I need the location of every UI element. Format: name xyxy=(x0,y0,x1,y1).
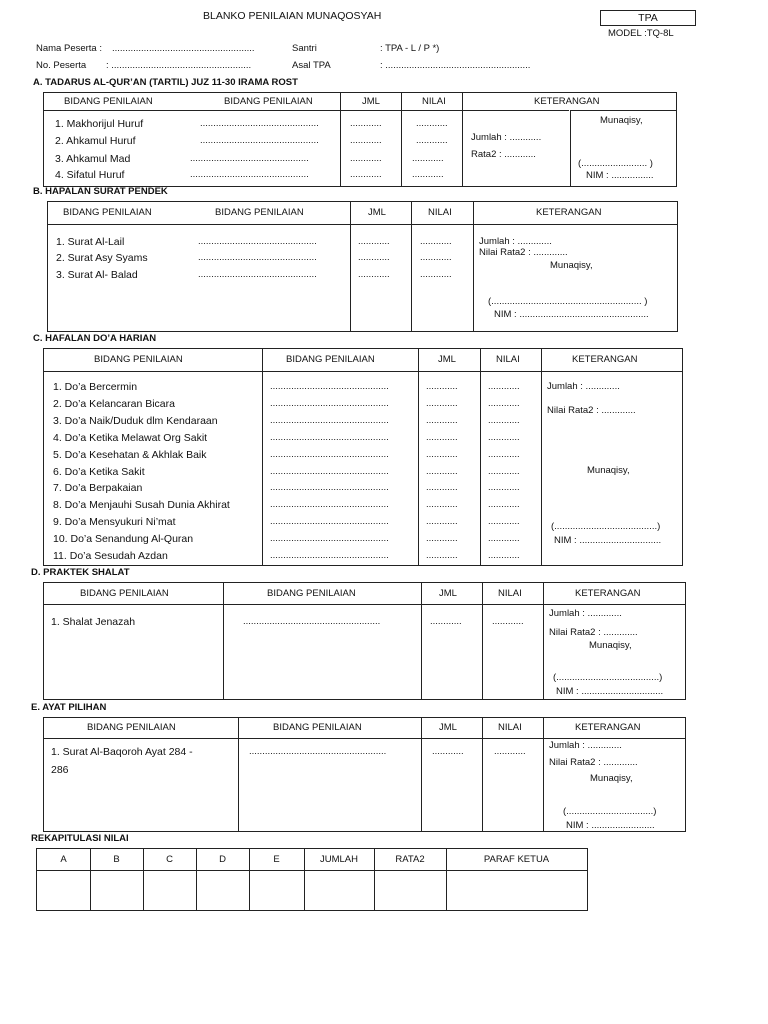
nilai-field[interactable]: ............ xyxy=(420,269,452,280)
score-field[interactable]: ............................................. xyxy=(190,153,309,164)
rekap-table xyxy=(36,848,588,911)
list-item: 3. Ahkamul Mad xyxy=(55,153,131,165)
list-item: 2. Do’a Kelancaran Bicara xyxy=(53,398,175,410)
nilai-field[interactable]: ............ xyxy=(488,449,520,460)
list-item: 8. Do’a Menjauhi Susah Dunia Akhirat xyxy=(53,499,230,511)
score-field[interactable]: ............................................. xyxy=(190,169,309,180)
nilai-field[interactable]: ............ xyxy=(488,466,520,477)
jml-field[interactable]: ............ xyxy=(426,499,458,510)
jml-field[interactable]: ............ xyxy=(426,432,458,443)
jumlah-field[interactable]: Jumlah : ............. xyxy=(547,381,620,392)
rekap-title: REKAPITULASI NILAI xyxy=(31,833,129,844)
nilai-field[interactable]: ............ xyxy=(488,432,520,443)
score-field[interactable]: ............................................. xyxy=(270,449,389,460)
list-item: 4. Sifatul Huruf xyxy=(55,169,125,181)
header-nilai: NILAI xyxy=(428,207,452,218)
nilai-field[interactable]: ............ xyxy=(488,482,520,493)
rekap-header-a: A xyxy=(60,854,67,865)
nilai-field[interactable]: ............ xyxy=(488,415,520,426)
section-d-table xyxy=(43,582,686,700)
santri-field[interactable]: : TPA - L / P *) xyxy=(380,43,440,54)
list-item: 6. Do’a Ketika Sakit xyxy=(53,466,145,478)
rata-field[interactable]: Nilai Rata2 : ............. xyxy=(547,405,636,416)
score-field[interactable]: ............................................. xyxy=(198,252,317,263)
nilai-field[interactable]: ............ xyxy=(492,616,524,627)
header-jml: JML xyxy=(368,207,386,218)
rekap-header-d: D xyxy=(219,854,226,865)
signature-field[interactable]: (.......................................) xyxy=(551,521,661,532)
list-item: 2. Ahkamul Huruf xyxy=(55,135,136,147)
nilai-field[interactable]: ............ xyxy=(488,381,520,392)
header-jml: JML xyxy=(362,96,380,107)
score-field[interactable]: ............................................. xyxy=(270,533,389,544)
list-item: 3. Do’a Naik/Duduk dlm Kendaraan xyxy=(53,415,218,427)
jml-field[interactable]: ............ xyxy=(432,746,464,757)
rekap-header-paraf: PARAF KETUA xyxy=(483,854,550,865)
jml-field[interactable]: ............ xyxy=(430,616,462,627)
jml-field[interactable]: ............ xyxy=(426,550,458,561)
header-bidang: BIDANG PENILAIAN xyxy=(63,207,152,218)
nilai-field[interactable]: ............ xyxy=(416,135,448,146)
list-item: 1. Makhorijul Huruf xyxy=(55,118,144,130)
munaqisy-label: Munaqisy, xyxy=(550,260,593,271)
header-bidang: BIDANG PENILAIAN xyxy=(64,96,153,107)
score-field[interactable]: ............................................. xyxy=(200,118,319,129)
section-c-title: C. HAFALAN DO’A HARIAN xyxy=(33,333,157,344)
header-bidang: BIDANG PENILAIAN xyxy=(80,588,169,599)
score-field[interactable]: ............................................. xyxy=(270,398,389,409)
nilai-field[interactable]: ............ xyxy=(488,398,520,409)
header-jml: JML xyxy=(439,588,457,599)
jumlah-field[interactable]: Jumlah : ............. xyxy=(549,740,622,751)
header-keterangan: KETERANGAN xyxy=(572,354,638,365)
asal-tpa-field[interactable]: : ....................................................... xyxy=(380,60,531,71)
munaqisy-label: Munaqisy, xyxy=(590,773,633,784)
header-bidang: BIDANG PENILAIAN xyxy=(267,588,356,599)
jml-field[interactable]: ............ xyxy=(426,482,458,493)
model-code: MODEL :TQ-8L xyxy=(608,28,674,39)
section-c-table xyxy=(43,348,683,566)
munaqisy-label: Munaqisy, xyxy=(587,465,630,476)
score-field[interactable]: ............................................. xyxy=(270,432,389,443)
munaqisy-label: Munaqisy, xyxy=(600,115,643,126)
rata-field[interactable]: Nilai Rata2 : ............. xyxy=(549,757,638,768)
list-item: 5. Do’a Kesehatan & Akhlak Baik xyxy=(53,449,207,461)
score-field[interactable]: ............................................. xyxy=(270,516,389,527)
list-item: 7. Do’a Berpakaian xyxy=(53,482,143,494)
rekap-header-jumlah: JUMLAH xyxy=(319,854,358,865)
list-item: 1. Surat Al-Lail xyxy=(56,236,125,248)
rata-field[interactable]: Nilai Rata2 : ............. xyxy=(549,627,638,638)
header-keterangan: KETERANGAN xyxy=(536,207,602,218)
jml-field[interactable]: ............ xyxy=(426,415,458,426)
nilai-field[interactable]: ............ xyxy=(412,153,444,164)
asal-tpa-label: Asal TPA xyxy=(292,60,331,71)
nilai-field[interactable]: ............ xyxy=(412,169,444,180)
signature-field[interactable]: (......................... ) xyxy=(578,158,653,169)
nilai-field[interactable]: ............ xyxy=(494,746,526,757)
jml-field[interactable]: ............ xyxy=(358,269,390,280)
list-item-continued: 286 xyxy=(51,764,69,776)
section-e-title: E. AYAT PILIHAN xyxy=(31,702,107,713)
section-e-table xyxy=(43,717,686,832)
header-nilai: NILAI xyxy=(422,96,446,107)
santri-label: Santri xyxy=(292,43,317,54)
header-nilai: NILAI xyxy=(498,588,522,599)
header-nilai: NILAI xyxy=(498,722,522,733)
no-peserta-label: No. Peserta xyxy=(36,60,87,71)
header-jml: JML xyxy=(439,722,457,733)
jml-field[interactable]: ............ xyxy=(350,118,382,129)
score-field[interactable]: ............................................. xyxy=(270,381,389,392)
section-b-table xyxy=(47,201,678,332)
header-bidang: BIDANG PENILAIAN xyxy=(215,207,304,218)
nilai-field[interactable]: ............ xyxy=(488,533,520,544)
section-d-title: D. PRAKTEK SHALAT xyxy=(31,567,130,578)
header-keterangan: KETERANGAN xyxy=(534,96,600,107)
signature-field[interactable]: (......................................................... ) xyxy=(488,296,648,307)
nilai-field[interactable]: ............ xyxy=(488,550,520,561)
list-item: 1. Do’a Bercermin xyxy=(53,381,138,393)
jml-field[interactable]: ............ xyxy=(350,169,382,180)
signature-field[interactable]: (.......................................) xyxy=(553,672,663,683)
nilai-field[interactable]: ............ xyxy=(420,252,452,263)
munaqisy-label: Munaqisy, xyxy=(589,640,632,651)
rekap-header-b: B xyxy=(113,854,120,865)
nilai-field[interactable]: ............ xyxy=(488,516,520,527)
list-item: 11. Do’a Sesudah Azdan xyxy=(53,550,168,562)
header-jml: JML xyxy=(438,354,456,365)
nim-field[interactable]: NIM : ........................ xyxy=(566,820,655,831)
rata-field[interactable]: Nilai Rata2 : ............. xyxy=(479,247,568,258)
rekap-header-e: E xyxy=(273,854,280,865)
list-item: 1. Surat Al-Baqoroh Ayat 284 - xyxy=(51,746,193,758)
score-field[interactable]: ............................................. xyxy=(270,499,389,510)
list-item: 4. Do’a Ketika Melawat Org Sakit xyxy=(53,432,208,444)
no-peserta-field[interactable]: : ..................................................... xyxy=(106,60,252,71)
section-b-title: B. HAPALAN SURAT PENDEK xyxy=(33,186,168,197)
jml-field[interactable]: ............ xyxy=(426,398,458,409)
jml-field[interactable]: ............ xyxy=(426,533,458,544)
list-item: 2. Surat Asy Syams xyxy=(56,252,148,264)
jml-field[interactable]: ............ xyxy=(358,236,390,247)
nama-field[interactable]: ...................................................... xyxy=(112,43,255,54)
score-field[interactable]: ............................................. xyxy=(198,236,317,247)
header-bidang: BIDANG PENILAIAN xyxy=(273,722,362,733)
page-title: BLANKO PENILAIAN MUNAQOSYAH xyxy=(203,10,382,22)
nim-field[interactable]: NIM : ............................... xyxy=(554,535,662,546)
jml-field[interactable]: ............ xyxy=(426,449,458,460)
score-field[interactable]: ............................................. xyxy=(200,135,319,146)
score-field[interactable]: ............................................. xyxy=(198,269,317,280)
score-field[interactable]: .................................................... xyxy=(243,616,381,627)
jumlah-field[interactable]: Jumlah : ............ xyxy=(471,132,542,143)
section-a-title: A. TADARUS AL-QUR’AN (TARTIL) JUZ 11-30 IRAMA ROST xyxy=(33,77,298,88)
header-bidang: BIDANG PENILAIAN xyxy=(286,354,375,365)
list-item: 9. Do’a Mensyukuri Ni’mat xyxy=(53,516,176,528)
nim-field[interactable]: NIM : ............................... xyxy=(556,686,664,697)
header-bidang: BIDANG PENILAIAN xyxy=(87,722,176,733)
header-keterangan: KETERANGAN xyxy=(575,588,641,599)
nilai-field[interactable]: ............ xyxy=(420,236,452,247)
nilai-field[interactable]: ............ xyxy=(416,118,448,129)
list-item: 1. Shalat Jenazah xyxy=(51,616,136,628)
jml-field[interactable]: ............ xyxy=(350,135,382,146)
header-nilai: NILAI xyxy=(496,354,520,365)
score-field[interactable]: ............................................. xyxy=(270,466,389,477)
header-bidang: BIDANG PENILAIAN xyxy=(224,96,313,107)
jml-field[interactable]: ............ xyxy=(350,153,382,164)
nama-label: Nama Peserta : xyxy=(36,43,102,54)
list-item: 3. Surat Al- Balad xyxy=(56,269,138,281)
nilai-field[interactable]: ............ xyxy=(488,499,520,510)
nim-field[interactable]: NIM : ................ xyxy=(586,170,654,181)
jml-field[interactable]: ............ xyxy=(358,252,390,263)
tpa-box: TPA xyxy=(600,10,696,26)
rekap-header-c: C xyxy=(166,854,173,865)
signature-field[interactable]: (.................................) xyxy=(563,806,657,817)
jml-field[interactable]: ............ xyxy=(426,381,458,392)
score-field[interactable]: ............................................. xyxy=(270,415,389,426)
score-field[interactable]: .................................................... xyxy=(249,746,387,757)
list-item: 10. Do’a Senandung Al-Quran xyxy=(53,533,194,545)
header-keterangan: KETERANGAN xyxy=(575,722,641,733)
header-bidang: BIDANG PENILAIAN xyxy=(94,354,183,365)
jumlah-field[interactable]: Jumlah : ............. xyxy=(549,608,622,619)
score-field[interactable]: ............................................. xyxy=(270,550,389,561)
jml-field[interactable]: ............ xyxy=(426,466,458,477)
section-a-table xyxy=(43,92,677,187)
jumlah-field[interactable]: Jumlah : ............. xyxy=(479,236,552,247)
jml-field[interactable]: ............ xyxy=(426,516,458,527)
rekap-header-rata2: RATA2 xyxy=(395,854,425,865)
rata-field[interactable]: Rata2 : ............ xyxy=(471,149,536,160)
score-field[interactable]: ............................................. xyxy=(270,482,389,493)
nim-field[interactable]: NIM : ................................................. xyxy=(494,309,649,320)
